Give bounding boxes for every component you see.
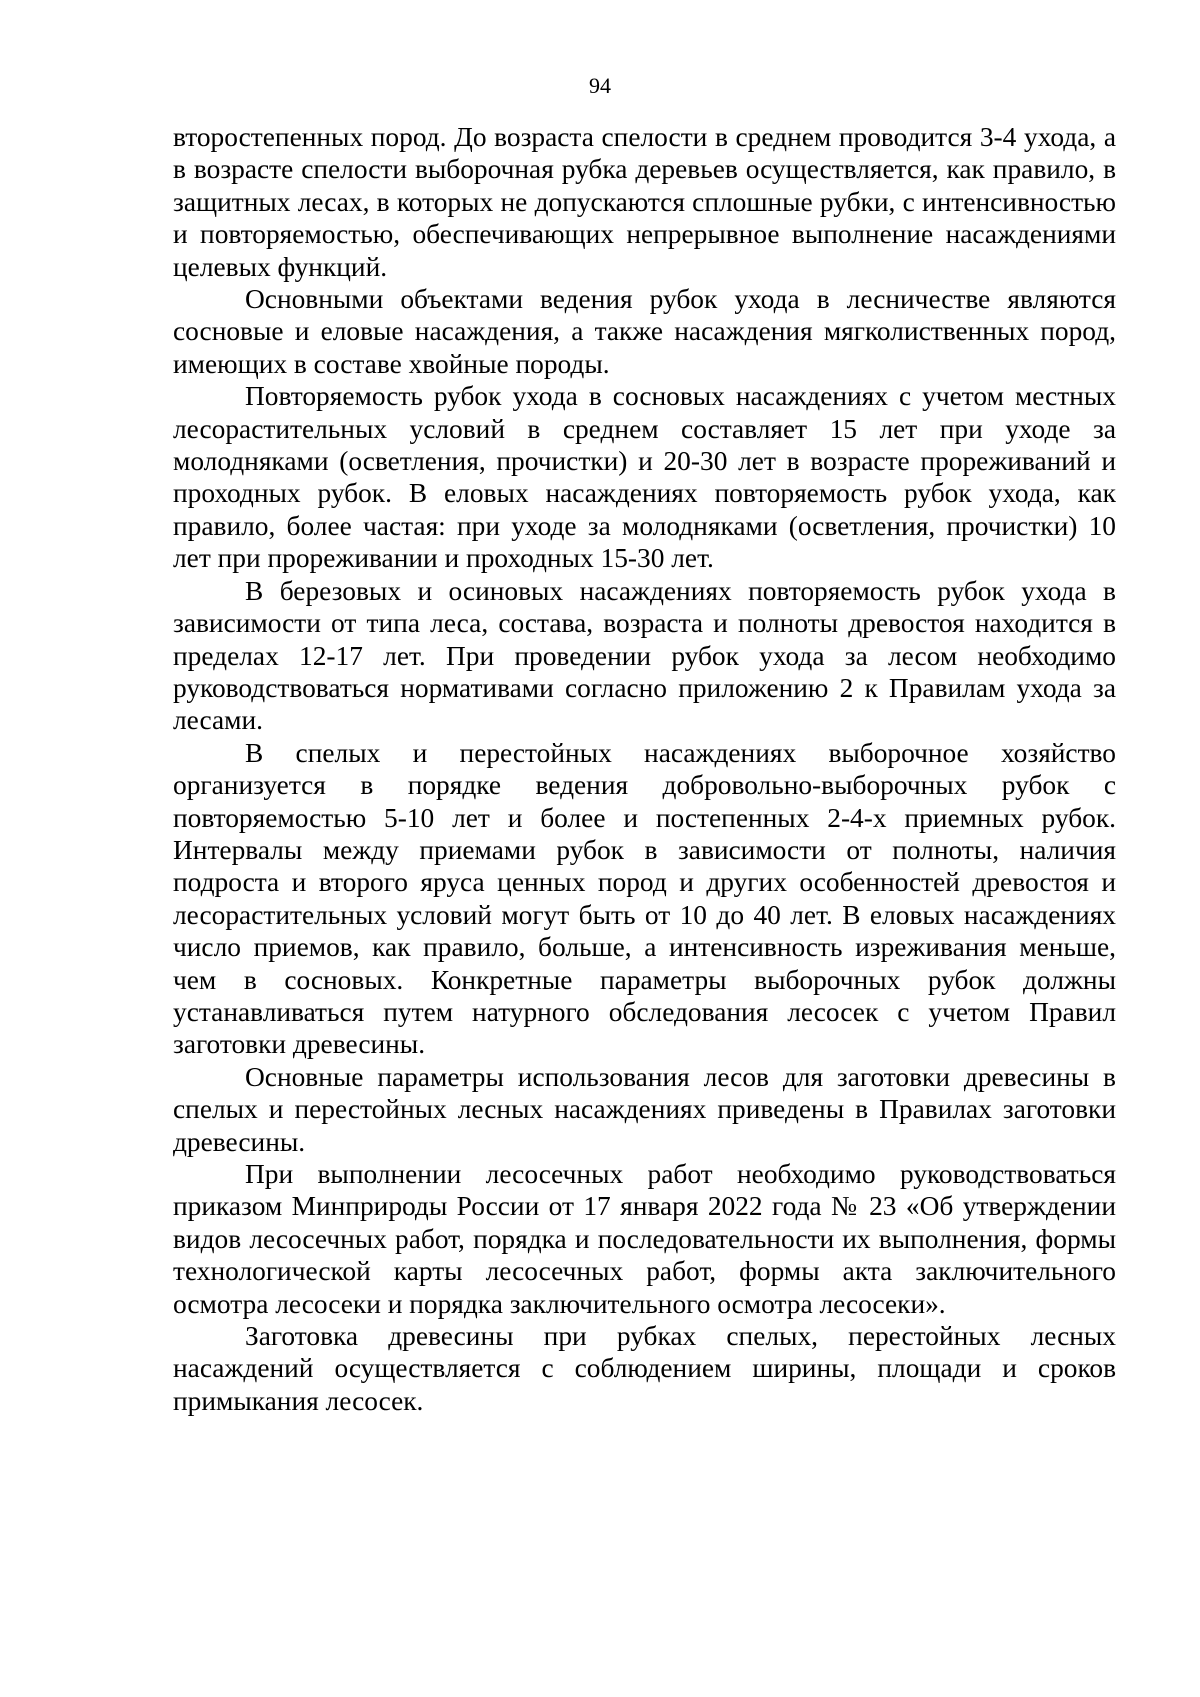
document-body [173, 121, 1116, 1417]
paragraph: При выполнении лесосечных работ необходимо руководствоваться приказом Минприроды России от 17 января 2022 года № 23 «Об утверждении видов лесосечных работ, порядка и последовательности их выполнения, формы технологической карты лесосечных работ, формы акта заключительного осмотра лесосеки и порядка заключительного осмотра лесосеки». [173, 1159, 1116, 1319]
paragraph: Основные параметры использования лесов для заготовки древесины в спелых и перестойных лесных насаждениях приведены в Правилах заготовки древесины. [173, 1061, 1116, 1157]
page-number: 94 [589, 73, 611, 98]
paragraph: Основными объектами ведения рубок ухода в лесничестве являются сосновые и еловые насаждения, а также насаждения мягколиственных пород, имеющих в составе хвойные породы. [173, 284, 1116, 379]
paragraph: В спелых и перестойных насаждениях выборочное хозяйство организуется в порядке ведения добровольно-выборочных рубок с повторяемостью 5-10 лет и более и постепенных 2-4-х приемных рубок. Интервалы между приемами рубок в зависимости от полноты, наличия подроста и второго яруса ценных пород и других особенностей древостоя и лесорастительных условий могут быть от 10 до 40 лет. В еловых насаждениях число приемов, как правило, больше, а интенсивность изреживания меньше, чем в сосновых. Конкретные параметры выборочных рубок должны устанавливаться путем натурного обследования лесосек с учетом Правил заготовки древесины. [173, 737, 1116, 1060]
paragraph: Заготовка древесины при рубках спелых, перестойных лесных насаждений осуществляется с соблюдением ширины, площади и сроков примыкания лесосек. [173, 1321, 1116, 1416]
paragraph: В березовых и осиновых насаждениях повторяемость рубок ухода в зависимости от типа леса, состава, возраста и полноты древостоя находится в пределах 12-17 лет. При проведении рубок ухода за лесом необходимо руководствоваться нормативами согласно приложению 2 к Правилам ухода за лесами. [173, 575, 1116, 736]
paragraph: Повторяемость рубок ухода в сосновых насаждениях с учетом местных лесорастительных условий в среднем составляет 15 лет при уходе за молодняками (осветления, прочистки) и 20-30 лет в возрасте прореживаний и проходных рубок. В еловых насаждениях повторяемость рубок ухода, как правило, более частая: при уходе за молодняками (осветления, прочистки) 10 лет при прореживании и проходных 15-30 лет. [173, 381, 1116, 574]
paragraph-continuation: второстепенных пород. До возраста спелости в среднем проводится 3-4 ухода, а в возрасте спелости выборочная рубка деревьев осуществляется, как правило, в защитных лесах, в которых не допускаются сплошные рубки, с интенсивностью и повторяемостью, обеспечивающих непрерывное выполнение насаждениями целевых функций. [173, 122, 1116, 282]
